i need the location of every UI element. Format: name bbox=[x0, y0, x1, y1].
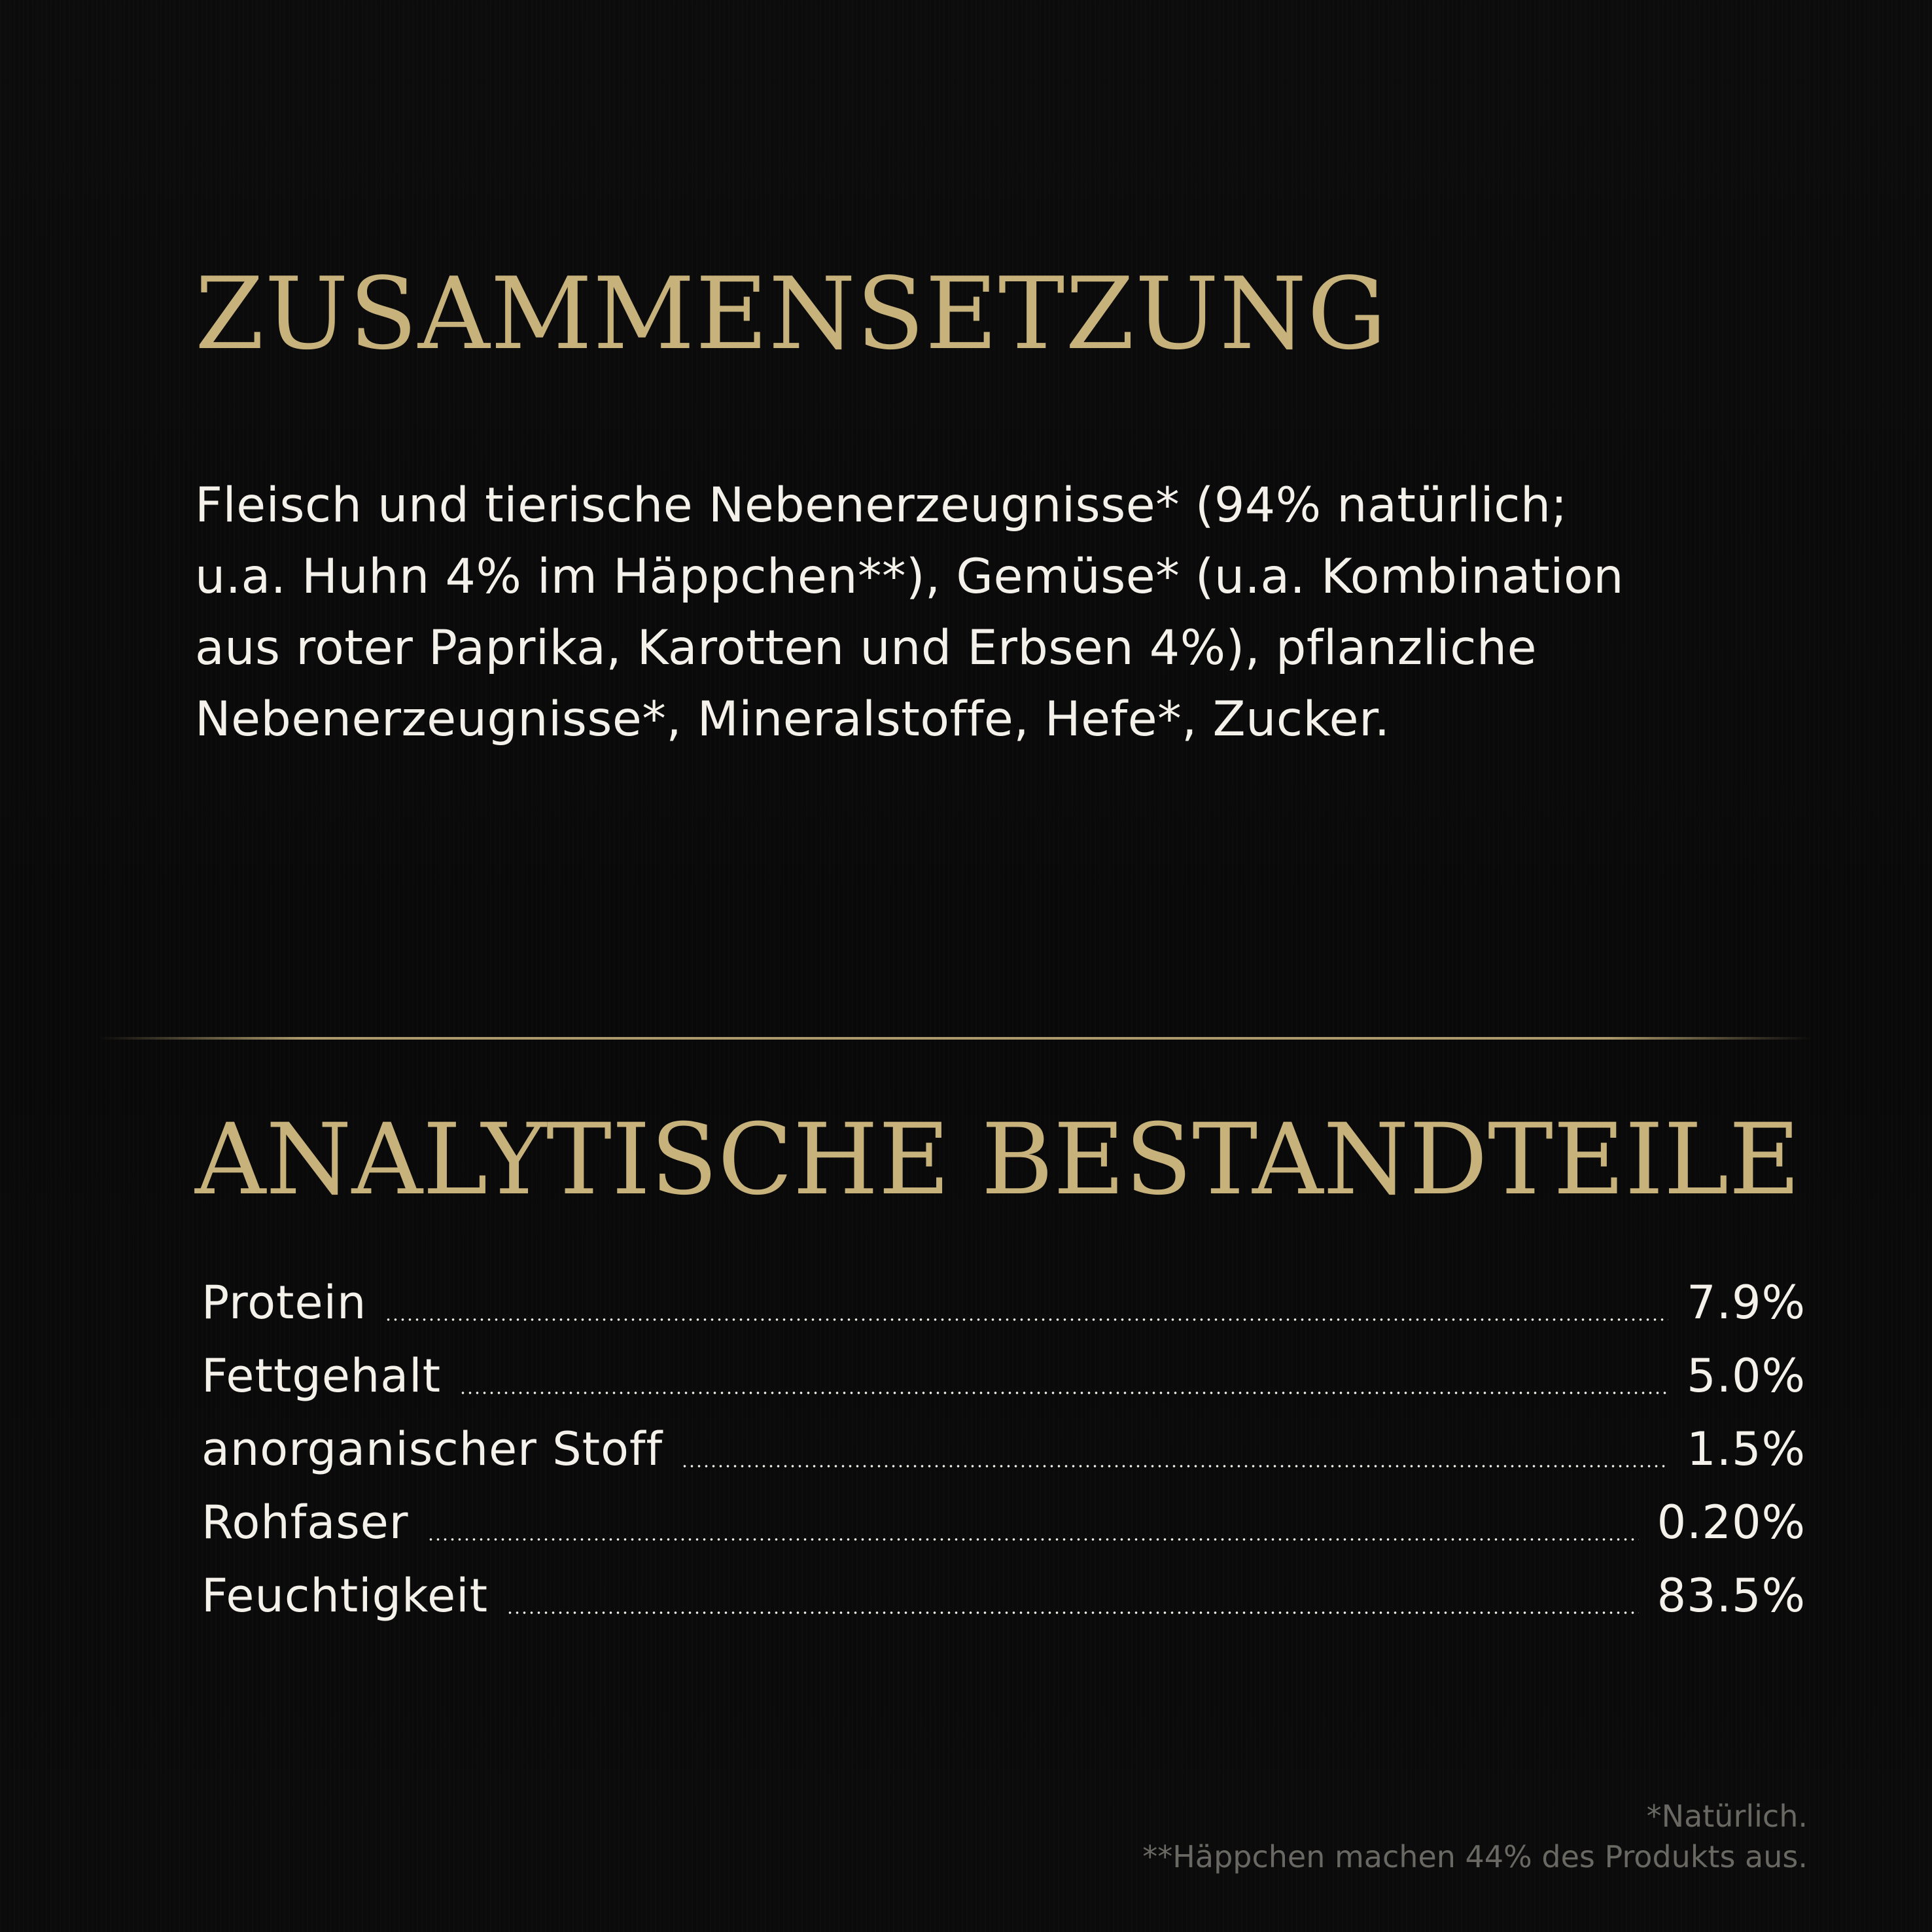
footnote-natural: *Natürlich. bbox=[1646, 1799, 1808, 1834]
analysis-label: anorganischer Stoff bbox=[202, 1422, 663, 1476]
dot-leader bbox=[459, 1392, 1668, 1394]
analysis-value: 83.5% bbox=[1657, 1569, 1806, 1623]
analysis-value: 5.0% bbox=[1687, 1349, 1806, 1403]
analysis-list bbox=[202, 1266, 1806, 1632]
footnotes bbox=[1142, 1796, 1808, 1877]
composition-heading: ZUSAMMENSETZUNG bbox=[195, 256, 1388, 372]
analysis-heading: ANALYTISCHE BESTANDTEILE bbox=[195, 1103, 1800, 1217]
analysis-row-fettgehalt bbox=[202, 1339, 1806, 1413]
footnote-chunks: **Häppchen machen 44% des Produkts aus. bbox=[1142, 1839, 1808, 1874]
analysis-label: Protein bbox=[202, 1276, 367, 1329]
dot-leader bbox=[681, 1465, 1668, 1467]
analysis-value: 0.20% bbox=[1657, 1496, 1806, 1549]
dot-leader bbox=[385, 1318, 1668, 1321]
composition-text bbox=[195, 470, 1844, 755]
analysis-label: Rohfaser bbox=[202, 1496, 409, 1549]
composition-line: aus roter Paprika, Karotten und Erbsen 4%), pflanzliche bbox=[195, 620, 1537, 676]
analysis-value: 1.5% bbox=[1687, 1422, 1806, 1476]
analysis-label: Feuchtigkeit bbox=[202, 1569, 489, 1623]
composition-line: u.a. Huhn 4% im Häppchen**), Gemüse* (u.a. Kombination bbox=[195, 549, 1624, 605]
analysis-row-rohfaser bbox=[202, 1486, 1806, 1559]
composition-line: Nebenerzeugnisse*, Mineralstoffe, Hefe*, Zucker. bbox=[195, 692, 1390, 747]
dot-leader bbox=[427, 1538, 1639, 1541]
composition-line: Fleisch und tierische Nebenerzeugnisse* (94% natürlich; bbox=[195, 478, 1568, 533]
analysis-row-feuchtigkeit bbox=[202, 1559, 1806, 1632]
analysis-row-anorganischer-stoff bbox=[202, 1413, 1806, 1486]
dot-leader bbox=[506, 1611, 1639, 1614]
analysis-value: 7.9% bbox=[1687, 1276, 1806, 1329]
section-divider bbox=[98, 1037, 1812, 1040]
analysis-row-protein bbox=[202, 1266, 1806, 1339]
analysis-label: Fettgehalt bbox=[202, 1349, 442, 1403]
